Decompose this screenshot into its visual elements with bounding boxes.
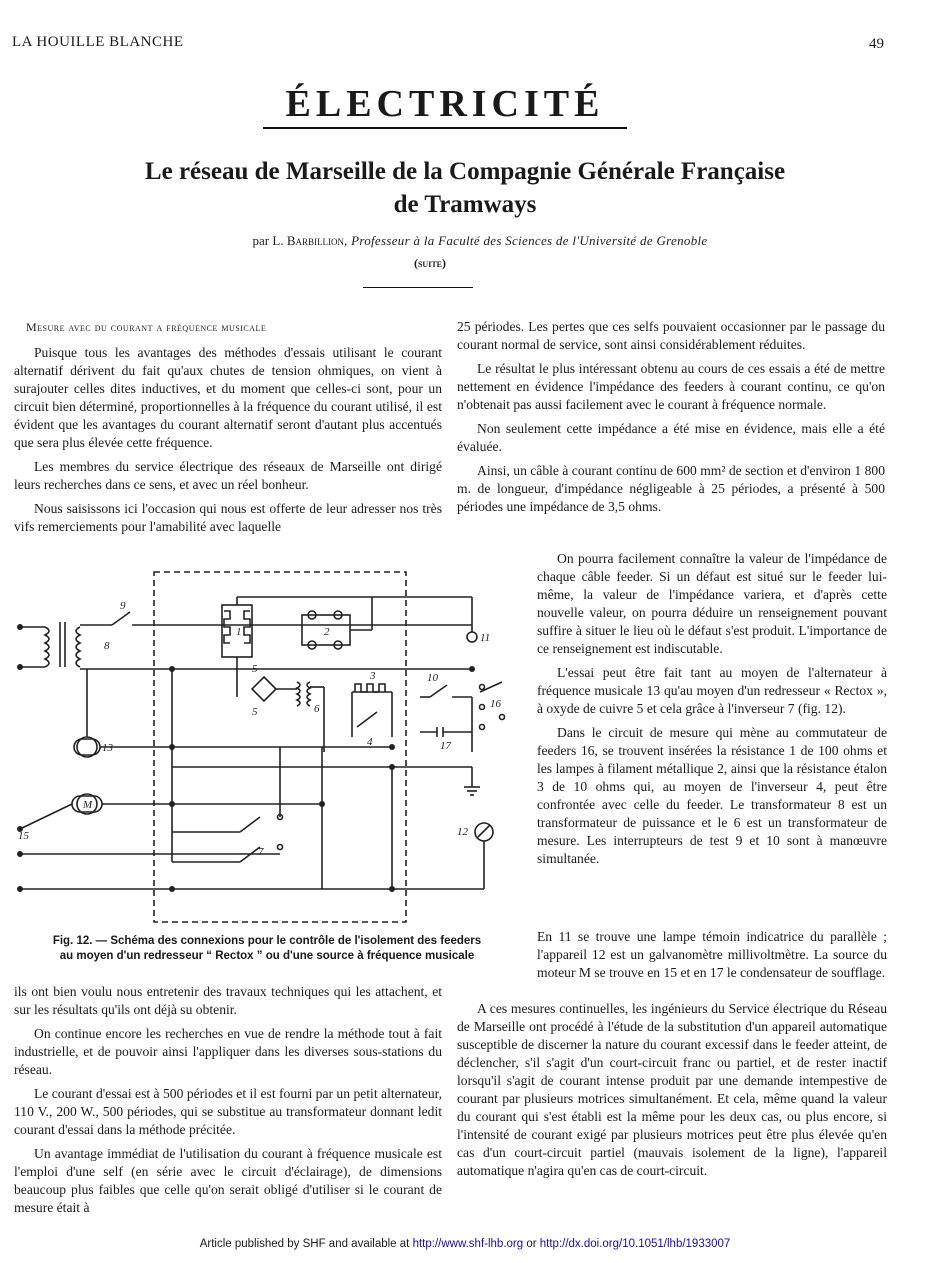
transformer-8-secondary — [76, 627, 80, 667]
paragraph: On pourra facilement connaître la valeur de l'impédance de chaque câble feeder. Si un défaut est situé sur le feeder lui-même, la valeur de l'impédance variera, et d'après cette nouvelle valeur, on pourra déduire un renseignement pouvant suffire à situer le lieu où le défaut s'est produit. L'importance de ce renseignement est indiscutable. — [537, 551, 887, 656]
label-8: 8 — [104, 640, 110, 652]
paragraph: Ainsi, un câble à courant continu de 600 mm² de section et d'environ 1 800 m. de longueur, d'impédance négligeable à 25 périodes, a présenté à 500 périodes une impédance de 3,5 ohms. — [457, 463, 885, 514]
label-17: 17 — [440, 740, 451, 752]
article-title — [20, 155, 910, 221]
label-5a: 5 — [252, 663, 258, 675]
paragraph: Le résultat le plus intéressant obtenu au cours de ces essais a été de mettre nettement en évidence l'impédance des feeders à courant continu, ce qu'on n'obtenait pas aussi facilement avec le courant à fréquence normale. — [457, 361, 885, 412]
paragraph: Dans le circuit de mesure qui mène au commutateur de feeders 16, se trouvent insérées la résistance 1 de 100 ohms et les lampes à filament métallique 2, ainsi que la résistance étalon 3 de 10 ohms qui, au moyen de l'inverseur 4, peut être confrontée avec celle du feeder. Le transformateur 8 est un transformateur de puissance et le 6 est un transformateur de mesure. Les interrupteurs de test 9 et 10 sont à manœuvre simultanée. — [537, 725, 887, 866]
title-line-2: de Tramways — [393, 191, 537, 218]
column-left-bottom — [14, 983, 442, 1223]
subheading: Mesure avec du courant a fréquence musicale — [26, 320, 267, 334]
byline-par: par L. — [252, 233, 284, 248]
footer-prefix: Article published by SHF and available at — [199, 1238, 413, 1250]
paragraph: ils ont bien voulu nous entretenir des travaux techniques qui les attachent, et sur les résultats qu'ils ont déjà su obtenir. — [14, 984, 442, 1017]
column-right-lower — [457, 928, 887, 988]
section-rule — [263, 127, 627, 129]
label-9: 9 — [120, 600, 126, 612]
paragraph: L'essai peut être fait tant au moyen de l'alternateur à fréquence musicale 13 qu'au moyen d'un redresseur « Rectox », à oxyde de cuivre 5 et cela grâce à l'inverseur 7 (fig. 12). — [537, 665, 887, 716]
footer-link-shf[interactable]: http://www.shf-lhb.org — [412, 1238, 524, 1250]
label-4: 4 — [367, 736, 373, 748]
paragraph: Puisque tous les avantages des méthodes d'essais utilisant le courant alternatif dérivent du fait qu'aux chutes de tension ohmiques, on vient à surajouter celles dites inductives, et du moment que celles-ci sont, pour un circuit bien déterminé, proportionnelles à la fréquence du courant utilisé, il est évident que les avantages du courant alternatif seront d'autant plus accentués que sera plus élevée cette fréquence. — [14, 345, 442, 450]
label-13: 13 — [102, 742, 113, 754]
caption-line-1: Fig. 12. — Schéma des connexions pour le contrôle de l'isolement des feeders — [52, 935, 482, 947]
label-5b: 5 — [252, 706, 258, 718]
inverter-4 — [357, 712, 377, 727]
section-title: ÉLECTRICITÉ — [285, 83, 605, 125]
author-role: , Professeur à la Faculté des Sciences de l'Université de Grenoble — [343, 233, 708, 248]
title-line-1: Le réseau de Marseille de la Compagnie Générale Française — [144, 158, 786, 185]
resistance-3 — [355, 684, 385, 692]
column-right-bottom — [457, 1000, 887, 1186]
transformer-8-primary — [45, 627, 49, 667]
wiring-diagram — [12, 567, 512, 929]
label-15: 15 — [18, 830, 29, 842]
label-12: 12 — [457, 826, 468, 838]
figure-caption — [22, 934, 512, 964]
byline — [130, 233, 830, 249]
paragraph: En 11 se trouve une lampe témoin indicatrice du parallèle ; l'appareil 12 est un galvanomètre millivoltmètre. La source du moteur M se trouve en 15 et en 17 le condensateur de soufflage. — [537, 929, 887, 980]
label-3: 3 — [370, 670, 376, 682]
label-11: 11 — [480, 632, 491, 644]
page-number: 49 — [869, 36, 884, 52]
label-16: 16 — [490, 698, 501, 710]
paragraph: A ces mesures continuelles, les ingénieurs du Service électrique du Réseau de Marseille ont procédé à l'étude de la substitution d'un appareil automatique susceptible de discerner la nature du courant excessif dans le feeder atteint, de déclencher, s'il s'agit d'un court-circuit franc ou partiel, et de rester inactif lorsqu'il s'agit de courant intense produit par une demande intempestive de courant par plusieurs motrices simultanément. Et cela, même quand la valeur du courant qui s'est établi est la même pour les deux cas, ou plus encore, si l'intensité de courant exigé par plusieurs motrices peut être plus élevée qu'en cas d'un court-circuit partiel (mauvais isolement de la ligne), l'appareil automatique n'agira qu'en cas de court-circuit. — [457, 1001, 887, 1178]
column-right-top — [457, 318, 885, 522]
author-name: Barbillion — [286, 233, 344, 248]
footer — [0, 1238, 930, 1250]
label-6: 6 — [314, 703, 320, 715]
rectox-5 — [252, 677, 276, 701]
footer-link-doi[interactable]: http://dx.doi.org/10.1051/lhb/1933007 — [539, 1238, 731, 1250]
column-left-top — [14, 318, 442, 542]
column-right-middle — [537, 550, 887, 874]
feeder-switch-16 — [480, 682, 502, 692]
label-10: 10 — [427, 672, 438, 684]
paragraph: Un avantage immédiat de l'utilisation du courant à fréquence musicale est l'emploi d'une self (en série avec le circuit d'éclairage), de dimensions beaucoup plus faibles que celle qu'on serait obligé d'utiliser si le courant de mesure était à — [14, 1146, 442, 1215]
label-2: 2 — [324, 626, 330, 638]
paragraph: Non seulement cette impédance a été mise en évidence, mais elle a été évaluée. — [457, 421, 885, 454]
suite-label: (suite) — [413, 256, 446, 270]
caption-line-2: au moyen d'un redresseur “ Rectox ” ou d'une source à fréquence musicale — [59, 950, 475, 962]
label-M: M — [83, 799, 93, 811]
transformer-6 — [297, 682, 300, 706]
footer-middle: or — [523, 1238, 540, 1250]
paragraph: 25 périodes. Les pertes que ces selfs pouvaient occasionner par le passage du courant normal de service, sont ainsi considérablement réduites. — [457, 319, 885, 352]
journal-name: LA HOUILLE BLANCHE — [12, 34, 184, 50]
byline-rule — [363, 287, 473, 288]
lamp-11 — [467, 632, 477, 642]
label-7: 7 — [258, 846, 264, 858]
paragraph: Les membres du service électrique des réseaux de Marseille ont dirigé leurs recherches dans ce sens, et avec un réel bonheur. — [14, 459, 442, 492]
paragraph: On continue encore les recherches en vue de rendre la méthode tout à fait industrielle, et de pouvoir ainsi l'appliquer dans les diverses sous-stations du réseau. — [14, 1026, 442, 1077]
inverter-7 — [240, 817, 260, 832]
paragraph: Le courant d'essai est à 500 périodes et il est fourni par un petit alternateur, 110 V., 200 W., 500 périodes, qui se substitue au transformateur donnant ledit courant d'essai dans la méthode précitée. — [14, 1086, 442, 1137]
paragraph: Nous saisissons ici l'occasion qui nous est offerte de leur adresser nos très vifs remerciements pour l'amabilité avec laquelle — [14, 501, 442, 534]
label-1: 1 — [236, 626, 242, 638]
